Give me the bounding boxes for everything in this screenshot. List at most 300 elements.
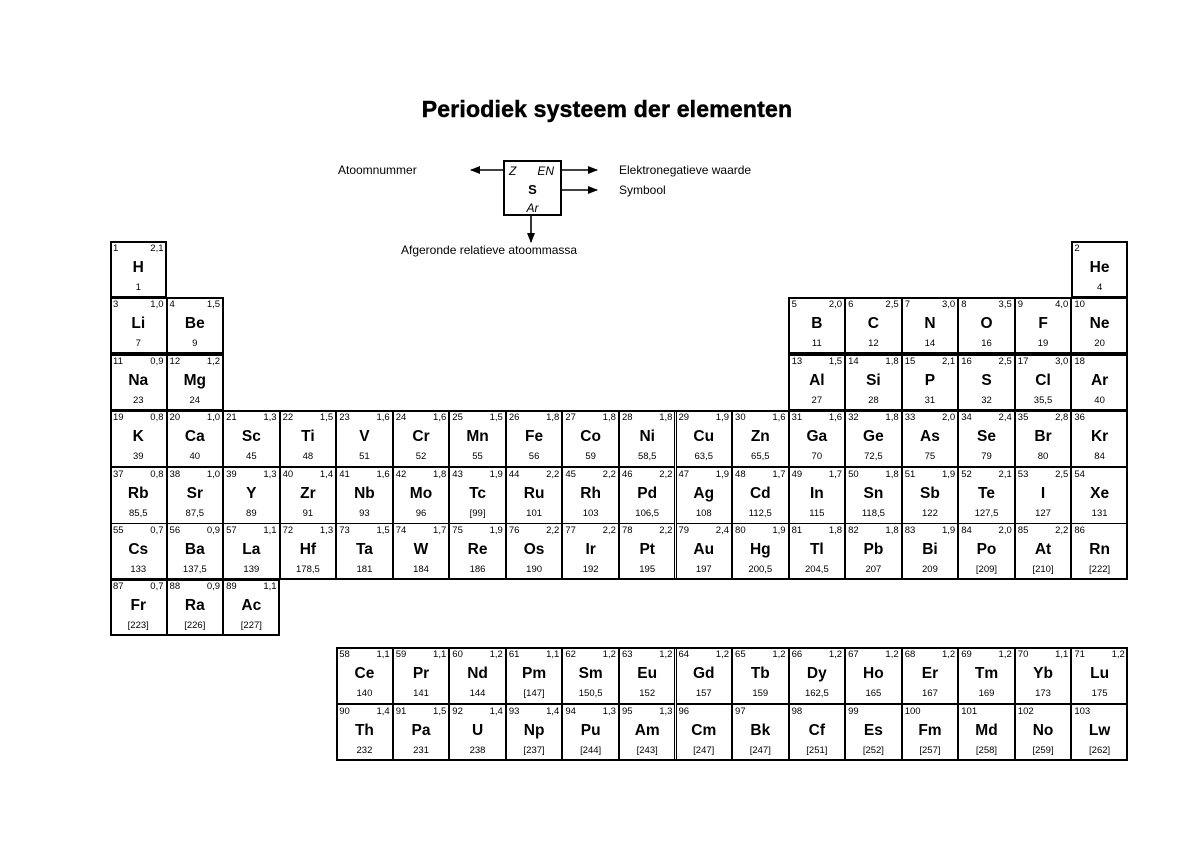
element-cell <box>1015 647 1072 704</box>
element-atomic-mass: 16 <box>981 338 992 349</box>
element-symbol: Ne <box>1089 315 1110 332</box>
element-electronegativity: 2,1 <box>150 243 164 254</box>
element-cell <box>789 704 846 761</box>
element-electronegativity: 1,4 <box>489 706 503 717</box>
element-electronegativity: 1,9 <box>941 525 956 536</box>
element-electronegativity: 0,9 <box>150 356 164 367</box>
element-symbol: Md <box>975 722 998 739</box>
element-electronegativity: 1,7 <box>828 469 843 480</box>
element-cell <box>958 354 1015 411</box>
element-cell <box>845 410 902 467</box>
element-electronegativity: 1,9 <box>941 469 956 480</box>
element-electronegativity: 1,8 <box>885 356 899 367</box>
element-symbol: Hf <box>299 541 317 558</box>
element-symbol: Ta <box>355 541 373 558</box>
element-atomic-mass: [247] <box>693 745 715 756</box>
element-atomic-mass: 131 <box>1091 508 1108 519</box>
element-symbol: Fr <box>130 597 146 614</box>
element-atomic-mass: 184 <box>413 564 429 575</box>
element-symbol: Fe <box>525 428 544 445</box>
element-atomic-number: 38 <box>169 469 181 480</box>
element-symbol: Li <box>131 315 146 332</box>
element-atomic-mass: [251] <box>806 745 828 756</box>
element-atomic-mass: 70 <box>811 451 823 462</box>
element-cell <box>676 704 733 761</box>
element-cell <box>167 467 224 524</box>
element-atomic-number: 24 <box>395 412 407 423</box>
element-symbol: Pu <box>580 722 601 739</box>
element-electronegativity: 1,4 <box>376 706 390 717</box>
electronegativity-label: Elektronegatieve waarde <box>619 163 752 177</box>
key-symbol: S <box>528 182 537 197</box>
element-atomic-number: 25 <box>452 412 463 423</box>
element-atomic-number: 7 <box>904 299 910 310</box>
element-symbol: N <box>924 315 936 332</box>
element-electronegativity: 1,4 <box>319 469 334 480</box>
element-electronegativity: 1,2 <box>772 649 786 660</box>
element-atomic-mass: 207 <box>865 564 882 575</box>
element-atomic-mass: 79 <box>981 451 992 462</box>
element-atomic-mass: 157 <box>695 688 712 699</box>
element-atomic-mass: 96 <box>415 508 427 519</box>
element-atomic-number: 18 <box>1074 356 1085 367</box>
element-electronegativity: 1,2 <box>659 649 673 660</box>
element-electronegativity: 1,5 <box>206 299 221 310</box>
element-cell <box>789 297 846 354</box>
element-cell <box>506 467 563 524</box>
element-cell <box>958 704 1015 761</box>
element-atomic-number: 68 <box>904 649 916 660</box>
element-atomic-mass: 169 <box>978 688 995 699</box>
element-atomic-mass: [247] <box>749 745 771 756</box>
element-symbol: Rn <box>1089 541 1110 558</box>
element-cell <box>336 523 393 580</box>
element-symbol: Eu <box>637 665 658 682</box>
element-symbol: Te <box>978 485 995 502</box>
element-cell <box>449 410 506 467</box>
element-atomic-mass: 40 <box>189 451 201 462</box>
element-atomic-mass: [259] <box>1032 745 1054 756</box>
element-electronegativity: 1,1 <box>263 581 277 592</box>
element-atomic-number: 73 <box>339 525 350 536</box>
atomic-number-label: Atoomnummer <box>338 163 417 177</box>
element-symbol: Es <box>863 722 883 739</box>
element-symbol: Ga <box>806 428 828 445</box>
element-atomic-number: 102 <box>1017 706 1034 717</box>
element-symbol: Kr <box>1090 428 1109 445</box>
element-atomic-mass: 173 <box>1035 688 1051 699</box>
element-cell <box>336 410 393 467</box>
element-atomic-mass: 59 <box>585 451 596 462</box>
element-atomic-mass: [209] <box>975 564 998 575</box>
element-symbol: Ti <box>301 428 315 445</box>
element-atomic-number: 9 <box>1017 299 1024 310</box>
element-electronegativity: 1,1 <box>1055 649 1069 660</box>
element-atomic-mass: 93 <box>359 508 370 519</box>
element-atomic-number: 32 <box>848 412 859 423</box>
element-symbol: U <box>471 722 484 739</box>
element-symbol: Pm <box>522 665 547 682</box>
element-symbol: V <box>359 428 370 445</box>
element-atomic-mass: 48 <box>302 451 314 462</box>
element-atomic-number: 53 <box>1017 469 1029 480</box>
element-symbol: Pr <box>412 665 430 682</box>
element-cell <box>167 523 224 580</box>
element-cell <box>223 523 280 580</box>
element-electronegativity: 2,2 <box>602 525 616 536</box>
element-symbol: Er <box>921 665 939 682</box>
element-atomic-mass: 106,5 <box>635 508 660 519</box>
element-cell <box>562 523 619 580</box>
element-symbol: Ba <box>184 541 205 558</box>
element-electronegativity: 1,8 <box>828 525 843 536</box>
element-cell <box>167 579 224 636</box>
element-atomic-number: 101 <box>961 706 978 717</box>
element-symbol: As <box>920 428 940 445</box>
element-symbol: Sb <box>920 485 940 502</box>
element-atomic-mass: 231 <box>413 745 429 756</box>
element-cell <box>449 523 506 580</box>
symbol-label: Symbool <box>619 183 666 197</box>
element-cell <box>110 410 167 467</box>
element-electronegativity: 1,9 <box>772 525 786 536</box>
element-atomic-mass: [99] <box>469 508 486 519</box>
element-symbol: Tb <box>750 665 770 682</box>
element-atomic-number: 52 <box>961 469 972 480</box>
element-atomic-mass: 11 <box>811 338 822 349</box>
element-electronegativity: 3,5 <box>998 299 1012 310</box>
element-cell <box>789 523 846 580</box>
element-symbol: Nd <box>467 665 488 682</box>
element-atomic-number: 91 <box>395 706 407 717</box>
element-atomic-number: 29 <box>678 412 690 423</box>
element-atomic-mass: 152 <box>639 688 656 699</box>
element-cell <box>110 579 167 636</box>
element-electronegativity: 4,0 <box>1055 299 1069 310</box>
element-symbol: Zn <box>750 428 770 445</box>
element-symbol: F <box>1038 315 1048 332</box>
element-atomic-mass: 27 <box>811 395 823 406</box>
element-atomic-mass: 137,5 <box>182 564 207 575</box>
element-atomic-mass: 144 <box>469 688 486 699</box>
element-electronegativity: 1,8 <box>659 412 673 423</box>
element-symbol: Tm <box>974 665 999 682</box>
element-symbol: Pt <box>639 541 655 558</box>
element-atomic-number: 50 <box>848 469 859 480</box>
element-cell <box>845 467 902 524</box>
element-atomic-mass: 72,5 <box>864 451 883 462</box>
element-symbol: Yb <box>1033 665 1053 682</box>
element-electronegativity: 0,8 <box>150 412 164 423</box>
element-atomic-mass: 133 <box>130 564 147 575</box>
element-cell <box>393 704 450 761</box>
element-symbol: Sc <box>241 428 261 445</box>
element-electronegativity: 1,2 <box>828 649 843 660</box>
element-atomic-mass: [244] <box>580 745 602 756</box>
element-atomic-mass: 118,5 <box>861 508 885 519</box>
element-atomic-number: 93 <box>508 706 520 717</box>
element-atomic-mass: 195 <box>639 564 656 575</box>
element-atomic-mass: 35,5 <box>1033 395 1053 406</box>
element-cell <box>393 467 450 524</box>
element-electronegativity: 2,2 <box>602 469 616 480</box>
element-symbol: Si <box>866 372 881 389</box>
element-symbol: Pd <box>637 485 658 502</box>
element-atomic-mass: 197 <box>695 564 712 575</box>
element-cell <box>958 523 1015 580</box>
element-cell <box>506 704 563 761</box>
element-atomic-number: 69 <box>961 649 972 660</box>
element-electronegativity: 1,0 <box>206 469 221 480</box>
element-cell <box>280 523 337 580</box>
element-symbol: Cd <box>749 485 771 502</box>
element-electronegativity: 1,8 <box>885 525 899 536</box>
element-atomic-mass: [226] <box>184 620 206 631</box>
element-electronegativity: 1,3 <box>263 412 277 423</box>
element-atomic-number: 47 <box>678 469 690 480</box>
element-atomic-number: 82 <box>848 525 859 536</box>
element-atomic-number: 64 <box>678 649 690 660</box>
element-symbol: Ir <box>585 541 596 558</box>
element-atomic-mass: 192 <box>582 564 599 575</box>
element-symbol: Pa <box>411 722 431 739</box>
element-symbol: At <box>1034 541 1052 558</box>
element-cell <box>110 523 167 580</box>
element-atomic-number: 60 <box>452 649 463 660</box>
element-cell <box>845 523 902 580</box>
element-atomic-number: 33 <box>904 412 916 423</box>
element-atomic-mass: 178,5 <box>296 564 320 575</box>
element-atomic-mass: 1 <box>135 282 141 293</box>
element-symbol: La <box>242 541 261 558</box>
element-atomic-number: 48 <box>735 469 746 480</box>
element-electronegativity: 1,9 <box>489 469 503 480</box>
element-electronegativity: 1,9 <box>715 412 729 423</box>
element-atomic-mass: 24 <box>189 395 201 406</box>
element-atomic-mass: 19 <box>1037 338 1049 349</box>
element-cell <box>336 647 393 704</box>
element-electronegativity: 1,6 <box>828 412 843 423</box>
element-cell <box>1015 704 1072 761</box>
element-atomic-number: 87 <box>113 581 124 592</box>
element-cell <box>336 704 393 761</box>
element-cell <box>1015 467 1072 524</box>
element-atomic-number: 90 <box>339 706 350 717</box>
element-electronegativity: 1,3 <box>602 706 616 717</box>
element-symbol: Cr <box>412 428 430 445</box>
element-cell <box>732 410 789 467</box>
element-cell <box>845 704 902 761</box>
element-atomic-mass: 40 <box>1094 395 1105 406</box>
element-atomic-mass: 85,5 <box>129 508 148 519</box>
element-atomic-mass: 141 <box>413 688 429 699</box>
element-electronegativity: 1,0 <box>150 299 164 310</box>
element-electronegativity: 1,0 <box>206 412 221 423</box>
element-atomic-number: 41 <box>339 469 350 480</box>
element-cell <box>223 410 280 467</box>
element-electronegativity: 1,8 <box>433 469 447 480</box>
element-electronegativity: 1,3 <box>319 525 334 536</box>
element-cell <box>1071 410 1128 467</box>
element-atomic-number: 21 <box>226 412 237 423</box>
element-atomic-mass: 200,5 <box>748 564 773 575</box>
element-electronegativity: 2,0 <box>941 412 956 423</box>
element-atomic-number: 99 <box>848 706 859 717</box>
element-atomic-mass: 165 <box>865 688 882 699</box>
element-atomic-number: 83 <box>904 525 916 536</box>
element-atomic-number: 70 <box>1017 649 1029 660</box>
element-atomic-number: 1 <box>113 243 119 254</box>
element-electronegativity: 1,6 <box>433 412 447 423</box>
element-cell <box>393 523 450 580</box>
element-atomic-number: 58 <box>339 649 350 660</box>
element-cell <box>958 647 1015 704</box>
element-atomic-mass: 127,5 <box>974 508 999 519</box>
element-symbol: S <box>981 372 992 389</box>
page-title: Periodiek systeem der elementen <box>421 96 793 122</box>
element-cell <box>619 467 676 524</box>
element-cell <box>562 467 619 524</box>
element-atomic-mass: 63,5 <box>694 451 713 462</box>
element-atomic-mass: 28 <box>868 395 879 406</box>
element-cell <box>619 647 676 704</box>
element-symbol: Ca <box>184 428 205 445</box>
element-symbol: Hg <box>749 541 771 558</box>
element-symbol: Sr <box>186 485 203 502</box>
element-electronegativity: 2,8 <box>1055 412 1069 423</box>
element-symbol: Ge <box>863 428 884 445</box>
element-cell <box>1015 410 1072 467</box>
element-atomic-number: 78 <box>621 525 633 536</box>
element-symbol: Am <box>634 722 660 739</box>
element-electronegativity: 2,2 <box>659 469 673 480</box>
element-electronegativity: 1,2 <box>489 649 503 660</box>
element-atomic-number: 45 <box>565 469 576 480</box>
element-atomic-mass: 45 <box>246 451 257 462</box>
element-electronegativity: 1,1 <box>263 525 277 536</box>
element-cell <box>110 241 167 298</box>
element-cell <box>1071 704 1128 761</box>
element-cell <box>902 467 959 524</box>
element-atomic-number: 26 <box>508 412 520 423</box>
element-atomic-number: 76 <box>508 525 520 536</box>
element-symbol: Zr <box>300 485 316 502</box>
element-atomic-number: 22 <box>282 412 294 423</box>
key-electronegativity: EN <box>537 164 554 178</box>
element-symbol: Lw <box>1088 722 1111 739</box>
element-atomic-number: 5 <box>791 299 797 310</box>
element-atomic-number: 51 <box>904 469 916 480</box>
element-electronegativity: 1,2 <box>1111 649 1125 660</box>
element-atomic-mass: 115 <box>809 508 825 519</box>
element-atomic-mass: 140 <box>356 688 373 699</box>
element-electronegativity: 1,2 <box>206 356 221 367</box>
element-cell <box>280 410 337 467</box>
element-symbol: Be <box>184 315 205 332</box>
element-atomic-number: 63 <box>621 649 633 660</box>
element-symbol: Mn <box>466 428 489 445</box>
element-cell <box>110 467 167 524</box>
element-atomic-mass: [258] <box>975 745 998 756</box>
element-atomic-mass: [147] <box>523 688 545 699</box>
element-atomic-mass: 20 <box>1094 338 1105 349</box>
element-cell <box>845 354 902 411</box>
element-symbol: Ru <box>523 485 545 502</box>
element-electronegativity: 2,1 <box>998 469 1012 480</box>
element-atomic-mass: [227] <box>240 620 262 631</box>
element-atomic-mass: 9 <box>192 338 198 349</box>
element-electronegativity: 2,0 <box>998 525 1012 536</box>
element-atomic-mass: 209 <box>922 564 938 575</box>
element-atomic-number: 92 <box>452 706 463 717</box>
element-electronegativity: 2,2 <box>1055 525 1069 536</box>
element-atomic-mass: 150,5 <box>578 688 603 699</box>
element-symbol: Xe <box>1090 485 1110 502</box>
element-cell <box>280 467 337 524</box>
element-atomic-number: 16 <box>961 356 972 367</box>
element-symbol: Cs <box>128 541 149 558</box>
element-electronegativity: 1,2 <box>941 649 956 660</box>
key-atomic-mass: Ar <box>526 201 539 215</box>
element-symbol: O <box>980 315 993 332</box>
element-atomic-mass: 32 <box>981 395 992 406</box>
element-symbol: Dy <box>806 665 827 682</box>
element-cell <box>393 410 450 467</box>
element-cell <box>1015 354 1072 411</box>
element-atomic-number: 55 <box>113 525 124 536</box>
element-electronegativity: 1,2 <box>885 649 899 660</box>
element-cell <box>449 647 506 704</box>
element-symbol: Lu <box>1090 665 1110 682</box>
element-symbol: Sn <box>863 485 884 502</box>
element-electronegativity: 1,8 <box>602 412 616 423</box>
element-atomic-number: 62 <box>565 649 576 660</box>
element-cell <box>506 410 563 467</box>
element-cell <box>1071 467 1128 524</box>
element-atomic-mass: 84 <box>1094 451 1105 462</box>
element-atomic-mass: 31 <box>924 395 936 406</box>
element-symbol: Bk <box>750 722 771 739</box>
element-atomic-number: 13 <box>791 356 803 367</box>
element-atomic-number: 56 <box>169 525 181 536</box>
element-atomic-number: 94 <box>565 706 576 717</box>
element-atomic-number: 97 <box>735 706 746 717</box>
element-atomic-mass: [243] <box>636 745 658 756</box>
element-atomic-number: 37 <box>113 469 124 480</box>
element-electronegativity: 2,5 <box>1055 469 1069 480</box>
element-cell <box>902 297 959 354</box>
element-symbol: Mo <box>409 485 433 502</box>
element-symbol: Th <box>354 722 374 739</box>
element-cell <box>789 467 846 524</box>
element-symbol: C <box>867 315 879 332</box>
element-symbol: Tl <box>809 541 824 558</box>
element-cell <box>732 523 789 580</box>
element-cell <box>110 354 167 411</box>
element-atomic-mass: [252] <box>862 745 884 756</box>
element-cell <box>393 647 450 704</box>
element-symbol: Ho <box>863 665 884 682</box>
element-atomic-mass: 167 <box>922 688 938 699</box>
element-cell <box>789 647 846 704</box>
element-atomic-number: 79 <box>678 525 690 536</box>
element-symbol: Cl <box>1035 372 1051 389</box>
element-electronegativity: 1,5 <box>319 412 334 423</box>
element-atomic-number: 36 <box>1074 412 1085 423</box>
element-atomic-mass: [210] <box>1032 564 1054 575</box>
element-electronegativity: 0,9 <box>206 581 221 592</box>
element-symbol: Y <box>246 485 257 502</box>
